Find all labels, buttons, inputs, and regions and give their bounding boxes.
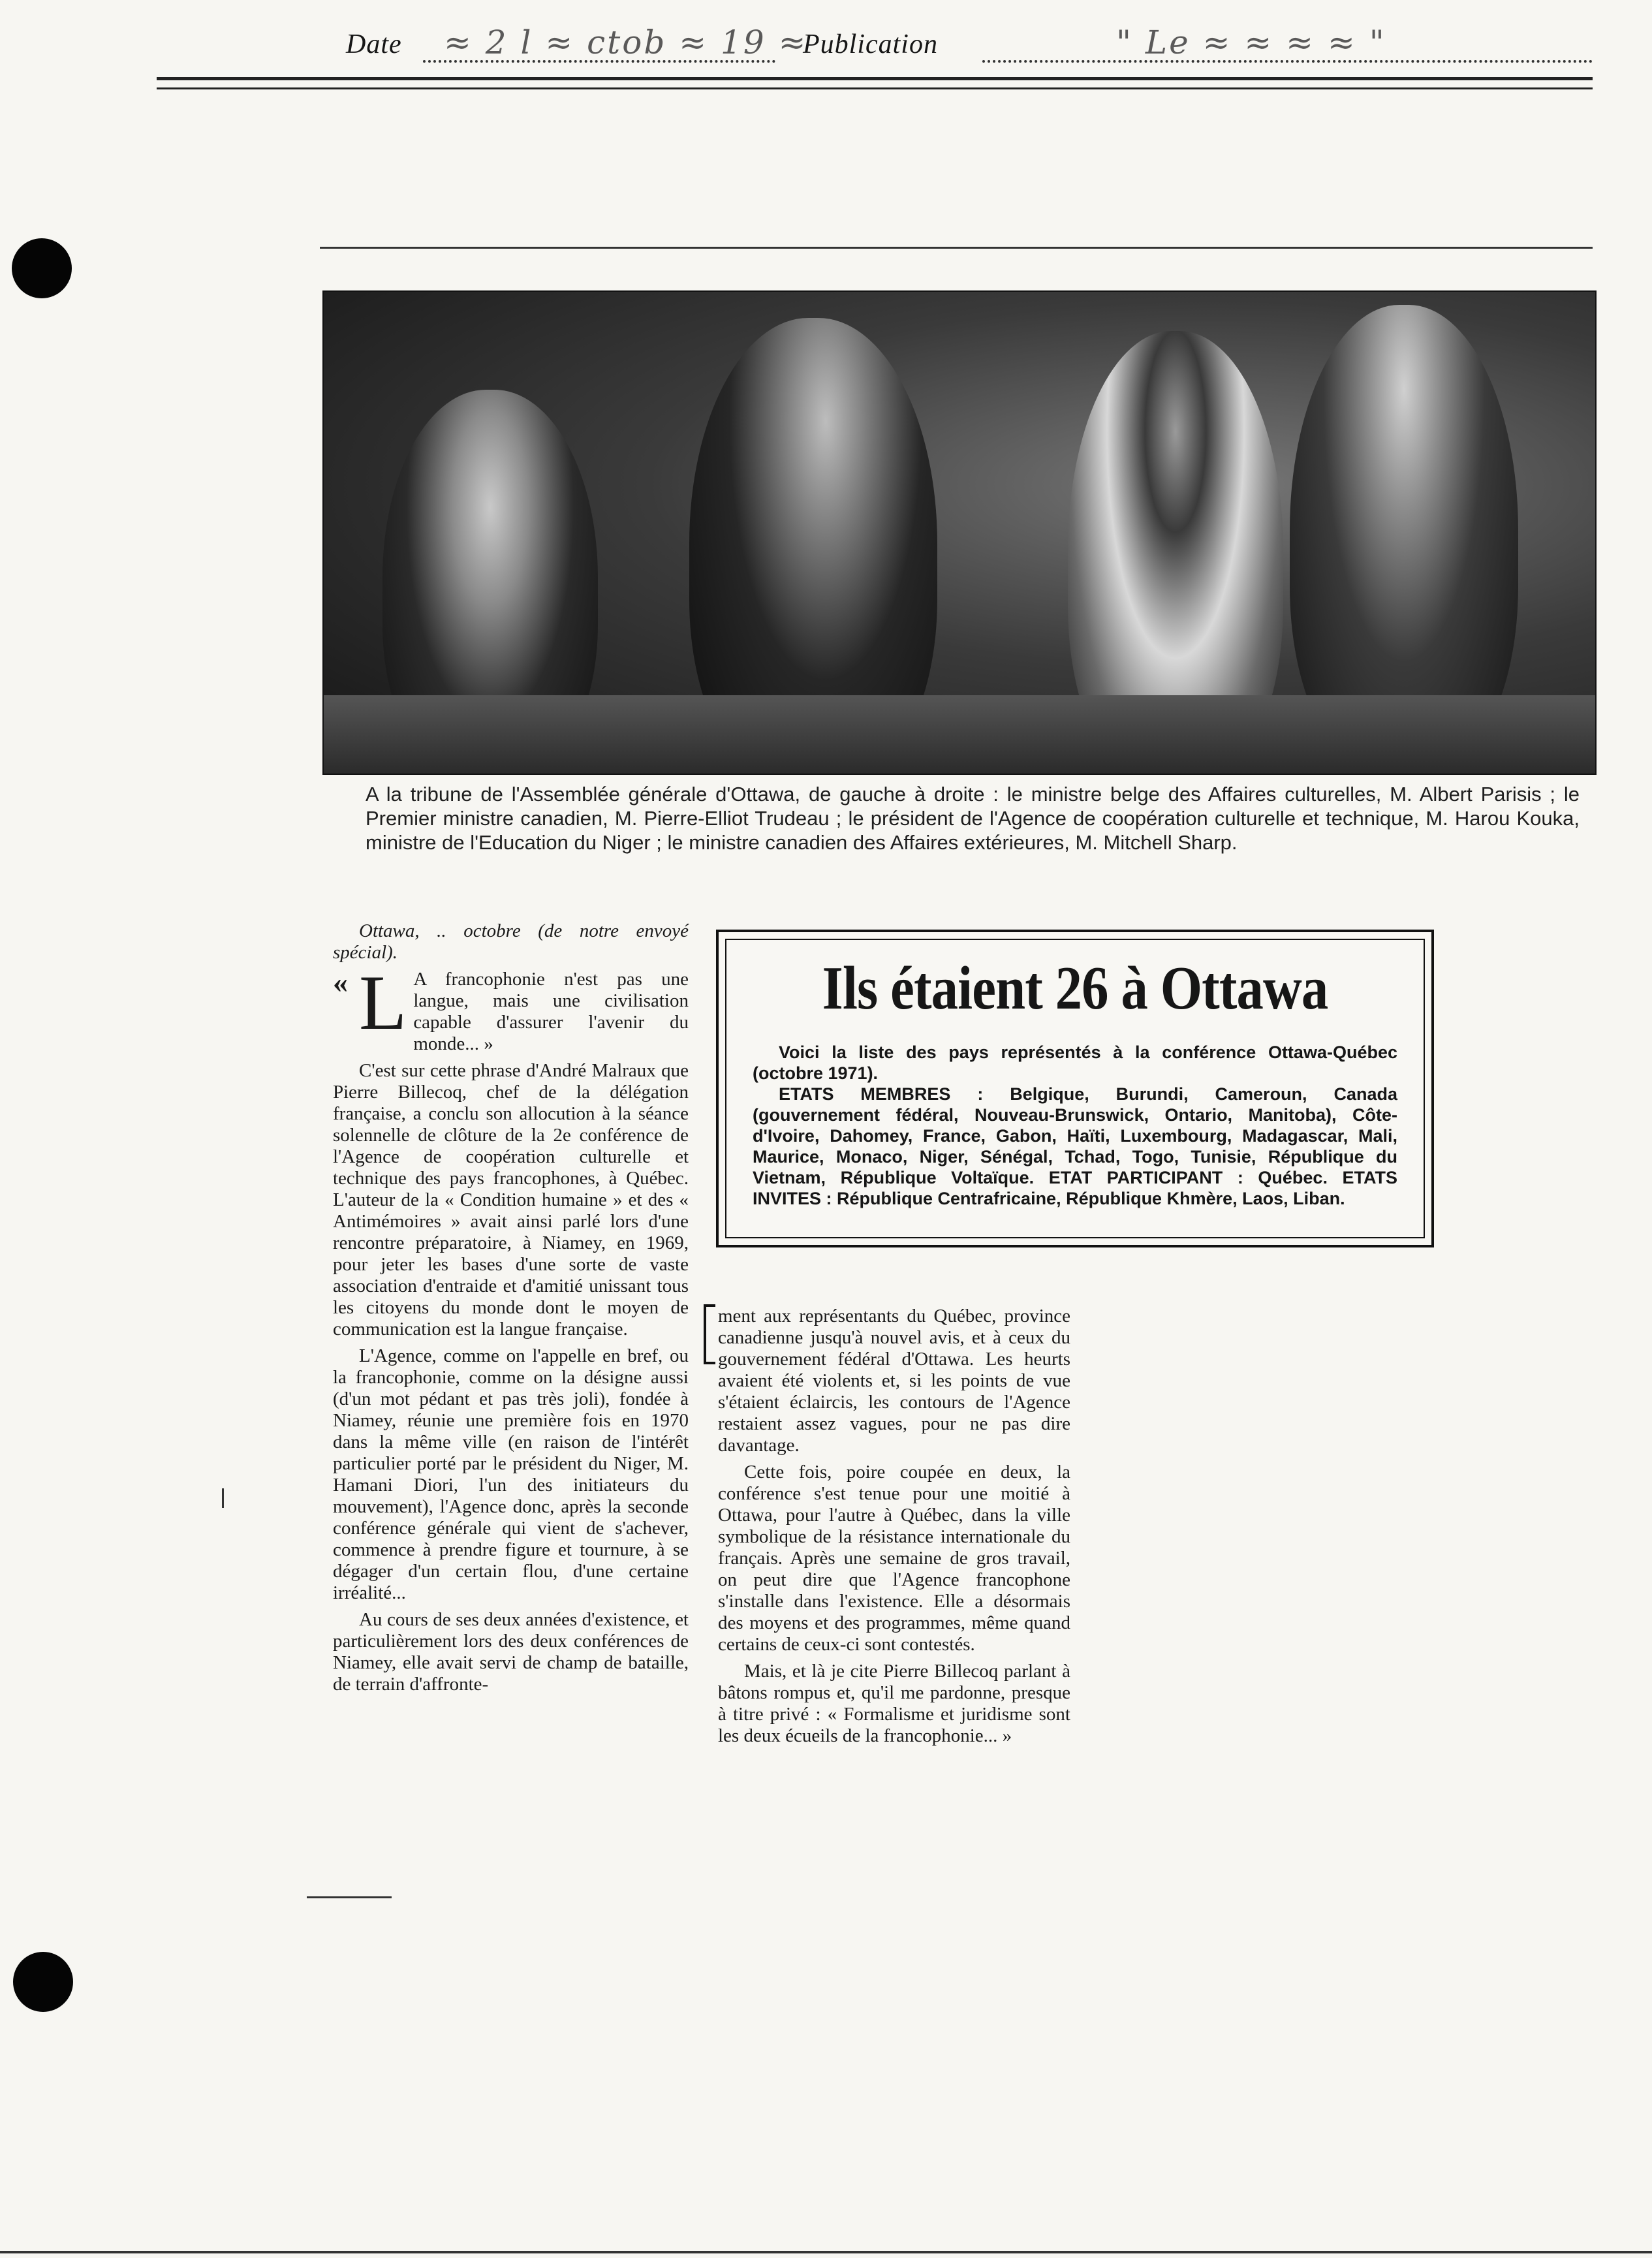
handwritten-publication-signature: " Le ≈ ≈ ≈ ≈ " — [1116, 24, 1386, 61]
article-column-2 — [718, 1306, 1070, 1752]
sidebar-members: ETATS MEMBRES : Belgique, Burundi, Cameroun, Canada (gouvernement fédéral, Nouveau-Brunswick, Ontario, Manitoba), Côte-d'Ivoire, Dahomey, France, Gabon, Haïti, Luxembourg, Madagascar, Mali, Maurice, Monaco, Niger, Sénégal, Tchad, Togo, Tunisie, République du Vietnam, République Voltaïque. ETAT PARTICIPANT : Québec. ETATS INVITES : République Centrafricaine, République Khmère, Laos, Liban. — [753, 1084, 1397, 1208]
clipping-top-line — [320, 247, 1593, 249]
clipping-header — [346, 26, 1593, 65]
article-paragraph-2: L'Agence, comme on l'appelle en bref, ou la francophonie, comme on la désigne aussi (d'un mot pédant et pas très joli), fondée à Niamey, réunie une première fois en 1970 dans la même ville (en raison de l'intérêt particulier porté par le président du Niger, M. Hamani Diori, l'un des initiateurs du mouvement), l'Agence donc, après la seconde conférence générale qui vient de s'achever, commence à prendre figure et tournure, à se dégager d'un certain flou, d'une certaine irréalité... — [333, 1345, 689, 1603]
punch-hole-top — [12, 238, 72, 298]
sidebar-box-inner — [725, 939, 1425, 1238]
publication-label: Publication — [803, 29, 938, 59]
article-paragraph-3: Au cours de ses deux années d'existence, et particulièrement lors des deux conférences de Niamey, elle avait servi de champ de bataille, de terrain d'affronte- — [333, 1609, 689, 1695]
article-dateline: Ottawa, .. octobre (de notre envoyé spécial). — [333, 920, 689, 963]
sidebar-title: Ils étaient 26 à Ottawa — [822, 954, 1328, 1022]
article-col2-paragraph-1: ment aux représentants du Québec, province canadienne jusqu'à nouvel avis, et à ceux du gouvernement fédéral d'Ottawa. Les heurts avaient été violents et, si les points de vue s'étaient éclaircis, les contours de l'Agence restaient assez vagues, pour ne pas dire davantage. — [718, 1306, 1070, 1456]
sidebar-text — [753, 1042, 1397, 1209]
column-end-line — [307, 1896, 392, 1898]
punch-hole-bottom — [13, 1952, 73, 2012]
news-photo — [322, 290, 1597, 775]
sidebar-intro: Voici la liste des pays représentés à la conférence Ottawa-Québec (octobre 1971). — [753, 1043, 1397, 1083]
photo-desk — [324, 695, 1595, 774]
drop-cap: L — [359, 959, 407, 1046]
article-paragraph-1: C'est sur cette phrase d'André Malraux que Pierre Billecoq, chef de la délégation française, a conclu son allocution à la séance solennelle de clôture de la 2e conférence de l'Agence de coopération culturelle et technique des pays francophones, à Québec. L'auteur de la « Condition humaine » et des « Antimémoires » avait ainsi parlé lors d'une rencontre préparatoire, à Niamey, en 1969, pour jeter les bases d'une sorte de vaste association d'entraide et d'amitié unissant tous les citoyens du monde dont le moyen de communication est la langue française. — [333, 1060, 689, 1340]
lead-text: A francophonie n'est pas une langue, mais une civilisation capable d'assurer l'avenir du monde... » — [413, 969, 689, 1054]
page-bottom-line — [0, 2251, 1652, 2253]
article-lead — [333, 959, 689, 1055]
article-col2-paragraph-3: Mais, et là je cite Pierre Billecoq parlant à bâtons rompus et, qu'il me pardonne, presque à titre privé : « Formalisme et juridisme sont les deux écueils de la francophonie... » — [718, 1661, 1070, 1746]
article-column-1 — [333, 920, 689, 1701]
margin-tick — [222, 1488, 224, 1508]
date-label: Date — [346, 29, 402, 59]
sidebar-box — [716, 930, 1434, 1247]
opening-quote: « — [333, 965, 348, 999]
handwritten-date-signature: ≈ 2 l ≈ ctob ≈ 19 ≈ — [444, 24, 808, 61]
header-rule-top — [157, 77, 1593, 80]
header-rule-bottom — [157, 87, 1593, 89]
article-col2-paragraph-2: Cette fois, poire coupée en deux, la conférence s'est tenue pour une moitié à Ottawa, pour l'autre à Québec, dans la ville symbolique de la résistance internationale du français. Après une semaine de gros travail, on peut dire que l'Agence francophone s'installe dans l'existence. Elle a désormais des moyens et des programmes, même quand certains de ceux-ci sont contestés. — [718, 1462, 1070, 1655]
photo-caption: A la tribune de l'Assemblée générale d'Ottawa, de gauche à droite : le ministre belge des Affaires culturelles, M. Albert Parisis ; le Premier ministre canadien, M. Pierre-Elliot Trudeau ; le président de l'Agence de coopération culturelle et technique, M. Harou Kouka, ministre de l'Education du Niger ; le ministre canadien des Affaires extérieures, M. Mitchell Sharp. — [366, 783, 1580, 854]
column-continuation-bracket — [704, 1304, 715, 1364]
